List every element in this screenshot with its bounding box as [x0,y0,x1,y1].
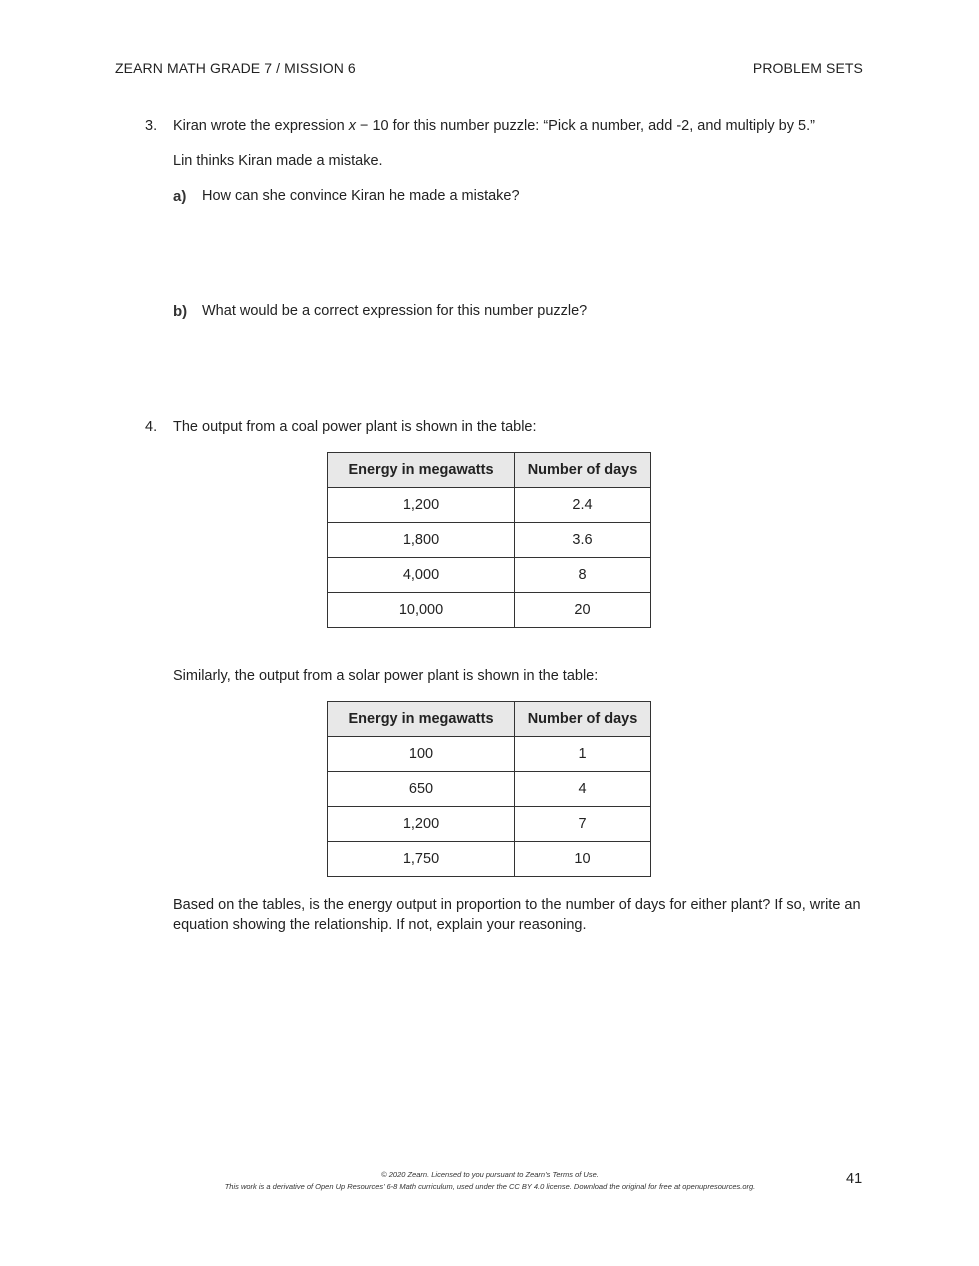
question-4-prompt: Based on the tables, is the energy output in proportion to the number of days for either plant? If so, write an equation showing the relationship. If not, explain your reasoning. [173,897,861,933]
question-3-text-after: − 10 for this number puzzle: “Pick a number, add -2, and multiply by 5.” [355,118,815,134]
question-3b-text: What would be a correct expression for this number puzzle? [202,303,588,319]
header-title: ZEARN MATH GRADE 7 / MISSION 6 [115,60,356,76]
solar-days-cell: 10 [515,842,651,877]
question-4-number: 4. [145,419,158,435]
question-3-line2: Lin thinks Kiran made a mistake. [173,153,383,169]
coal-days-cell: 20 [515,593,651,628]
solar-table [327,701,651,877]
solar-energy-cell: 650 [328,772,515,807]
footer-line-1: © 2020 Zearn. Licensed to you pursuant to Zearn’s Terms of Use. [381,1170,599,1179]
solar-intro: Similarly, the output from a solar power plant is shown in the table: [173,668,599,684]
table-row [328,558,651,593]
solar-energy-cell: 1,750 [328,842,515,877]
footer-line-2: This work is a derivative of Open Up Resources’ 6-8 Math curriculum, used under the CC BY 4.0 license. Download the original for free at openupresources.org. [224,1182,756,1191]
question-3-number: 3. [145,118,158,134]
coal-table-header-days: Number of days [515,453,651,488]
question-3-text-before: Kiran wrote the expression [173,118,349,134]
table-row [328,807,651,842]
coal-days-cell: 2.4 [515,488,651,523]
solar-days-cell: 4 [515,772,651,807]
table-row [328,488,651,523]
question-3a-label: a) [173,188,187,205]
footer-license [150,1169,830,1193]
header-section: PROBLEM SETS [752,60,863,76]
coal-energy-cell: 1,200 [328,488,515,523]
coal-table-header-energy: Energy in megawatts [328,453,515,488]
question-3-text [173,118,815,134]
solar-energy-cell: 1,200 [328,807,515,842]
coal-energy-cell: 1,800 [328,523,515,558]
solar-table-header-energy: Energy in megawatts [328,702,515,737]
coal-energy-cell: 4,000 [328,558,515,593]
table-row [328,842,651,877]
coal-energy-cell: 10,000 [328,593,515,628]
solar-days-cell: 7 [515,807,651,842]
question-3b-label: b) [173,303,188,320]
solar-energy-cell: 100 [328,737,515,772]
question-4-intro: The output from a coal power plant is shown in the table: [173,419,537,435]
page-number: 41 [846,1171,863,1187]
table-row [328,772,651,807]
table-row [328,593,651,628]
solar-days-cell: 1 [515,737,651,772]
table-row [328,523,651,558]
solar-table-header-days: Number of days [515,702,651,737]
table-row [328,737,651,772]
coal-days-cell: 8 [515,558,651,593]
coal-table [327,452,651,628]
coal-days-cell: 3.6 [515,523,651,558]
question-3-variable: x [348,118,356,134]
question-3a-text: How can she convince Kiran he made a mistake? [202,188,520,204]
